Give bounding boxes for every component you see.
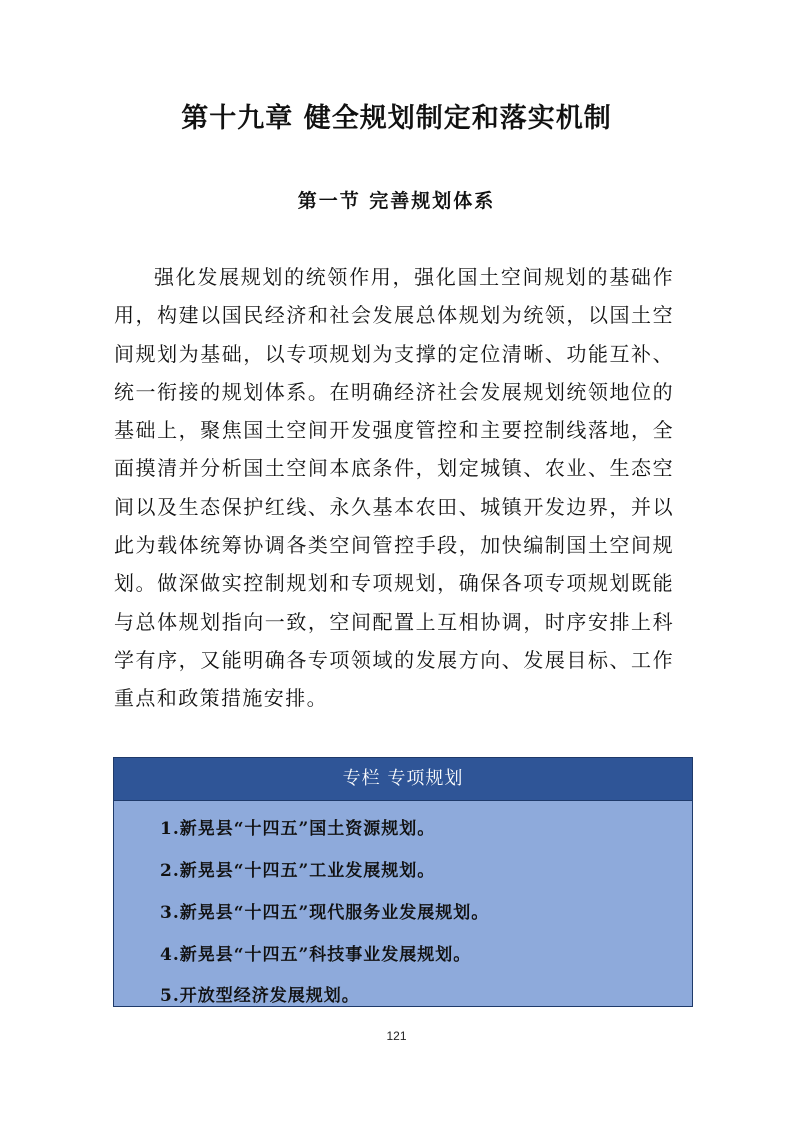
box-list-item: 3.新晃县“十四五”现代服务业发展规划。 xyxy=(160,903,490,923)
box-list-item: 5.开放型经济发展规划。 xyxy=(160,986,360,1006)
box-list-item: 1.新晃县“十四五”国土资源规划。 xyxy=(160,819,436,839)
page-number: 121 xyxy=(386,1029,407,1043)
section-title: 第一节 完善规划体系 xyxy=(297,190,496,212)
box-header: 专栏 专项规划 xyxy=(114,758,692,801)
body-paragraph: 强化发展规划的统领作用，强化国土空间规划的基础作用，构建以国民经济和社会发展总体规划为统领，以国土空间规划为基础，以专项规划为支撑的定位清晰、功能互补、统一衔接的规划体系。在明确经济社会发展规划统领地位的基础上，聚焦国土空间开发强度管控和主要控制线落地，全面摸清并分析国土空间本底条件，划定城镇、农业、生态空间以及生态保护红线、永久基本农田、城镇开发边界，并以此为载体统筹协调各类空间管控手段，加快编制国土空间规划。做深做实控制规划和专项规划，确保各项专项规划既能与总体规划指向一致，空间配置上互相协调，时序安排上科学有序，又能明确各专项领域的发展方向、发展目标、工作重点和政策措施安排。 xyxy=(114,265,674,711)
chapter-title: 第十九章 健全规划制定和落实机制 xyxy=(181,103,612,134)
box-list-item: 2.新晃县“十四五”工业发展规划。 xyxy=(160,861,436,881)
box-list-item: 4.新晃县“十四五”科技事业发展规划。 xyxy=(160,945,472,965)
special-column-box xyxy=(113,757,693,1007)
